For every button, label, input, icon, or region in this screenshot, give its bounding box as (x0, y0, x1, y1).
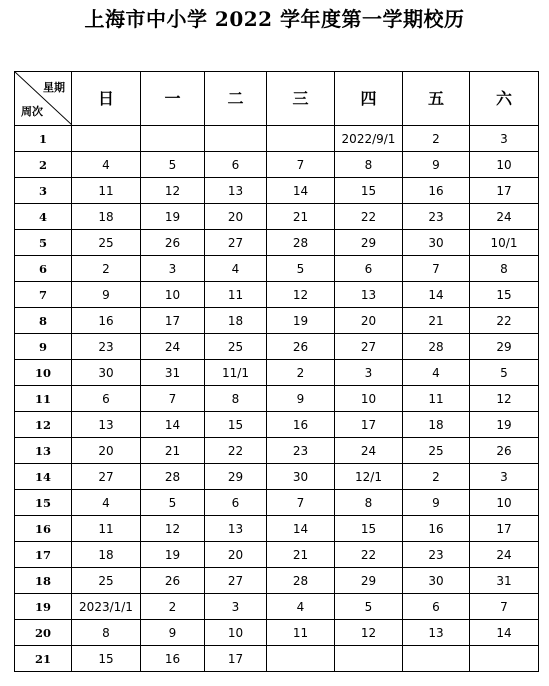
date-cell: 9 (403, 152, 470, 178)
date-cell: 24 (470, 542, 539, 568)
date-cell: 19 (267, 308, 335, 334)
date-cell: 14 (267, 178, 335, 204)
date-cell: 3 (205, 594, 267, 620)
date-cell: 2 (403, 464, 470, 490)
week-number: 17 (15, 542, 72, 568)
date-cell: 25 (403, 438, 470, 464)
date-cell: 17 (470, 516, 539, 542)
date-cell: 13 (403, 620, 470, 646)
date-cell: 7 (141, 386, 205, 412)
date-cell: 2023/1/1 (72, 594, 141, 620)
week-number: 1 (15, 126, 72, 152)
week-number: 6 (15, 256, 72, 282)
day-header-sun: 日 (72, 72, 141, 126)
date-cell: 9 (267, 386, 335, 412)
date-cell (403, 646, 470, 672)
date-cell: 15 (72, 646, 141, 672)
date-cell: 13 (205, 516, 267, 542)
day-header-wed: 三 (267, 72, 335, 126)
date-cell: 6 (205, 152, 267, 178)
date-cell: 30 (403, 568, 470, 594)
week-number: 9 (15, 334, 72, 360)
date-cell: 23 (267, 438, 335, 464)
date-cell: 10 (141, 282, 205, 308)
date-cell: 7 (267, 490, 335, 516)
week-number: 20 (15, 620, 72, 646)
corner-label-week: 周次 (21, 105, 43, 118)
date-cell: 4 (205, 256, 267, 282)
date-cell: 28 (141, 464, 205, 490)
header-row (15, 72, 539, 126)
date-cell: 2 (403, 126, 470, 152)
date-cell: 12 (141, 178, 205, 204)
date-cell: 14 (403, 282, 470, 308)
day-header-thu: 四 (335, 72, 403, 126)
date-cell: 3 (141, 256, 205, 282)
date-cell: 23 (403, 542, 470, 568)
date-cell: 26 (141, 568, 205, 594)
date-cell: 21 (141, 438, 205, 464)
week-row (15, 490, 539, 516)
date-cell: 5 (141, 490, 205, 516)
date-cell: 13 (72, 412, 141, 438)
calendar-table (14, 71, 539, 672)
date-cell: 2 (72, 256, 141, 282)
date-cell: 29 (335, 230, 403, 256)
date-cell: 4 (72, 152, 141, 178)
date-cell: 5 (267, 256, 335, 282)
date-cell: 25 (72, 568, 141, 594)
week-row (15, 360, 539, 386)
week-number: 11 (15, 386, 72, 412)
week-row (15, 568, 539, 594)
date-cell: 24 (141, 334, 205, 360)
date-cell: 21 (403, 308, 470, 334)
date-cell: 28 (267, 568, 335, 594)
date-cell: 3 (335, 360, 403, 386)
date-cell: 13 (205, 178, 267, 204)
date-cell: 12 (141, 516, 205, 542)
date-cell: 30 (403, 230, 470, 256)
week-number: 19 (15, 594, 72, 620)
date-cell: 15 (335, 178, 403, 204)
date-cell: 29 (335, 568, 403, 594)
date-cell (141, 126, 205, 152)
week-number: 8 (15, 308, 72, 334)
date-cell: 19 (470, 412, 539, 438)
date-cell: 16 (72, 308, 141, 334)
date-cell: 17 (470, 178, 539, 204)
date-cell: 8 (72, 620, 141, 646)
date-cell: 27 (205, 230, 267, 256)
date-cell: 29 (470, 334, 539, 360)
date-cell: 5 (335, 594, 403, 620)
corner-cell (15, 72, 72, 126)
date-cell: 15 (470, 282, 539, 308)
week-number: 21 (15, 646, 72, 672)
week-row (15, 126, 539, 152)
date-cell: 24 (470, 204, 539, 230)
date-cell: 8 (335, 152, 403, 178)
date-cell: 6 (72, 386, 141, 412)
date-cell: 12 (470, 386, 539, 412)
date-cell: 17 (205, 646, 267, 672)
date-cell: 10 (205, 620, 267, 646)
date-cell: 10/1 (470, 230, 539, 256)
week-number: 15 (15, 490, 72, 516)
date-cell: 19 (141, 204, 205, 230)
week-row (15, 646, 539, 672)
day-header-fri: 五 (403, 72, 470, 126)
date-cell: 23 (72, 334, 141, 360)
date-cell: 7 (403, 256, 470, 282)
date-cell: 27 (335, 334, 403, 360)
date-cell: 8 (335, 490, 403, 516)
week-row (15, 204, 539, 230)
page-title: 上海市中小学 2022 学年度第一学期校历 (84, 7, 465, 31)
date-cell: 18 (72, 542, 141, 568)
date-cell: 22 (470, 308, 539, 334)
date-cell: 17 (141, 308, 205, 334)
date-cell: 12 (267, 282, 335, 308)
date-cell: 16 (141, 646, 205, 672)
date-cell: 9 (72, 282, 141, 308)
date-cell: 8 (470, 256, 539, 282)
date-cell: 31 (141, 360, 205, 386)
week-row (15, 464, 539, 490)
date-cell: 18 (205, 308, 267, 334)
week-row (15, 386, 539, 412)
date-cell: 11 (72, 516, 141, 542)
date-cell: 26 (470, 438, 539, 464)
date-cell: 17 (335, 412, 403, 438)
date-cell: 7 (470, 594, 539, 620)
date-cell: 27 (205, 568, 267, 594)
date-cell: 10 (335, 386, 403, 412)
date-cell: 6 (205, 490, 267, 516)
date-cell: 5 (141, 152, 205, 178)
date-cell: 28 (403, 334, 470, 360)
date-cell: 6 (335, 256, 403, 282)
date-cell: 30 (267, 464, 335, 490)
week-row (15, 334, 539, 360)
date-cell: 28 (267, 230, 335, 256)
date-cell: 5 (470, 360, 539, 386)
week-number: 3 (15, 178, 72, 204)
date-cell: 20 (335, 308, 403, 334)
date-cell: 7 (267, 152, 335, 178)
date-cell: 6 (403, 594, 470, 620)
week-number: 12 (15, 412, 72, 438)
week-number: 16 (15, 516, 72, 542)
week-row (15, 516, 539, 542)
date-cell: 11 (205, 282, 267, 308)
week-row (15, 256, 539, 282)
week-row (15, 178, 539, 204)
date-cell: 12 (335, 620, 403, 646)
date-cell: 20 (72, 438, 141, 464)
date-cell: 11 (72, 178, 141, 204)
date-cell: 4 (267, 594, 335, 620)
date-cell (470, 646, 539, 672)
week-number: 5 (15, 230, 72, 256)
week-number: 18 (15, 568, 72, 594)
date-cell: 25 (72, 230, 141, 256)
date-cell: 13 (335, 282, 403, 308)
date-cell: 22 (335, 542, 403, 568)
date-cell: 31 (470, 568, 539, 594)
date-cell (267, 646, 335, 672)
date-cell: 24 (335, 438, 403, 464)
date-cell: 20 (205, 204, 267, 230)
date-cell: 11/1 (205, 360, 267, 386)
date-cell: 19 (141, 542, 205, 568)
week-number: 14 (15, 464, 72, 490)
date-cell: 2 (267, 360, 335, 386)
week-number: 10 (15, 360, 72, 386)
date-cell: 16 (403, 178, 470, 204)
date-cell (205, 126, 267, 152)
week-row (15, 438, 539, 464)
date-cell: 14 (470, 620, 539, 646)
date-cell: 15 (335, 516, 403, 542)
week-number: 4 (15, 204, 72, 230)
date-cell: 29 (205, 464, 267, 490)
date-cell: 14 (141, 412, 205, 438)
week-row (15, 594, 539, 620)
date-cell: 30 (72, 360, 141, 386)
date-cell: 2 (141, 594, 205, 620)
date-cell: 21 (267, 542, 335, 568)
week-row (15, 230, 539, 256)
date-cell: 26 (267, 334, 335, 360)
date-cell: 14 (267, 516, 335, 542)
week-row (15, 282, 539, 308)
date-cell: 18 (72, 204, 141, 230)
date-cell: 25 (205, 334, 267, 360)
date-cell: 4 (403, 360, 470, 386)
week-row (15, 412, 539, 438)
date-cell: 16 (403, 516, 470, 542)
week-number: 13 (15, 438, 72, 464)
date-cell: 9 (403, 490, 470, 516)
date-cell: 20 (205, 542, 267, 568)
date-cell: 12/1 (335, 464, 403, 490)
date-cell: 9 (141, 620, 205, 646)
date-cell: 22 (335, 204, 403, 230)
week-row (15, 308, 539, 334)
date-cell: 3 (470, 126, 539, 152)
day-header-tue: 二 (205, 72, 267, 126)
date-cell: 2022/9/1 (335, 126, 403, 152)
date-cell: 11 (403, 386, 470, 412)
date-cell (267, 126, 335, 152)
date-cell: 10 (470, 490, 539, 516)
date-cell: 11 (267, 620, 335, 646)
week-row (15, 152, 539, 178)
date-cell: 4 (72, 490, 141, 516)
week-row (15, 620, 539, 646)
date-cell: 3 (470, 464, 539, 490)
date-cell: 18 (403, 412, 470, 438)
date-cell: 15 (205, 412, 267, 438)
day-header-mon: 一 (141, 72, 205, 126)
date-cell: 26 (141, 230, 205, 256)
date-cell (335, 646, 403, 672)
date-cell: 16 (267, 412, 335, 438)
date-cell: 21 (267, 204, 335, 230)
week-row (15, 542, 539, 568)
date-cell (72, 126, 141, 152)
corner-label-weekday: 星期 (43, 81, 65, 94)
date-cell: 22 (205, 438, 267, 464)
date-cell: 27 (72, 464, 141, 490)
week-number: 7 (15, 282, 72, 308)
date-cell: 23 (403, 204, 470, 230)
day-header-sat: 六 (470, 72, 539, 126)
week-number: 2 (15, 152, 72, 178)
date-cell: 10 (470, 152, 539, 178)
date-cell: 8 (205, 386, 267, 412)
